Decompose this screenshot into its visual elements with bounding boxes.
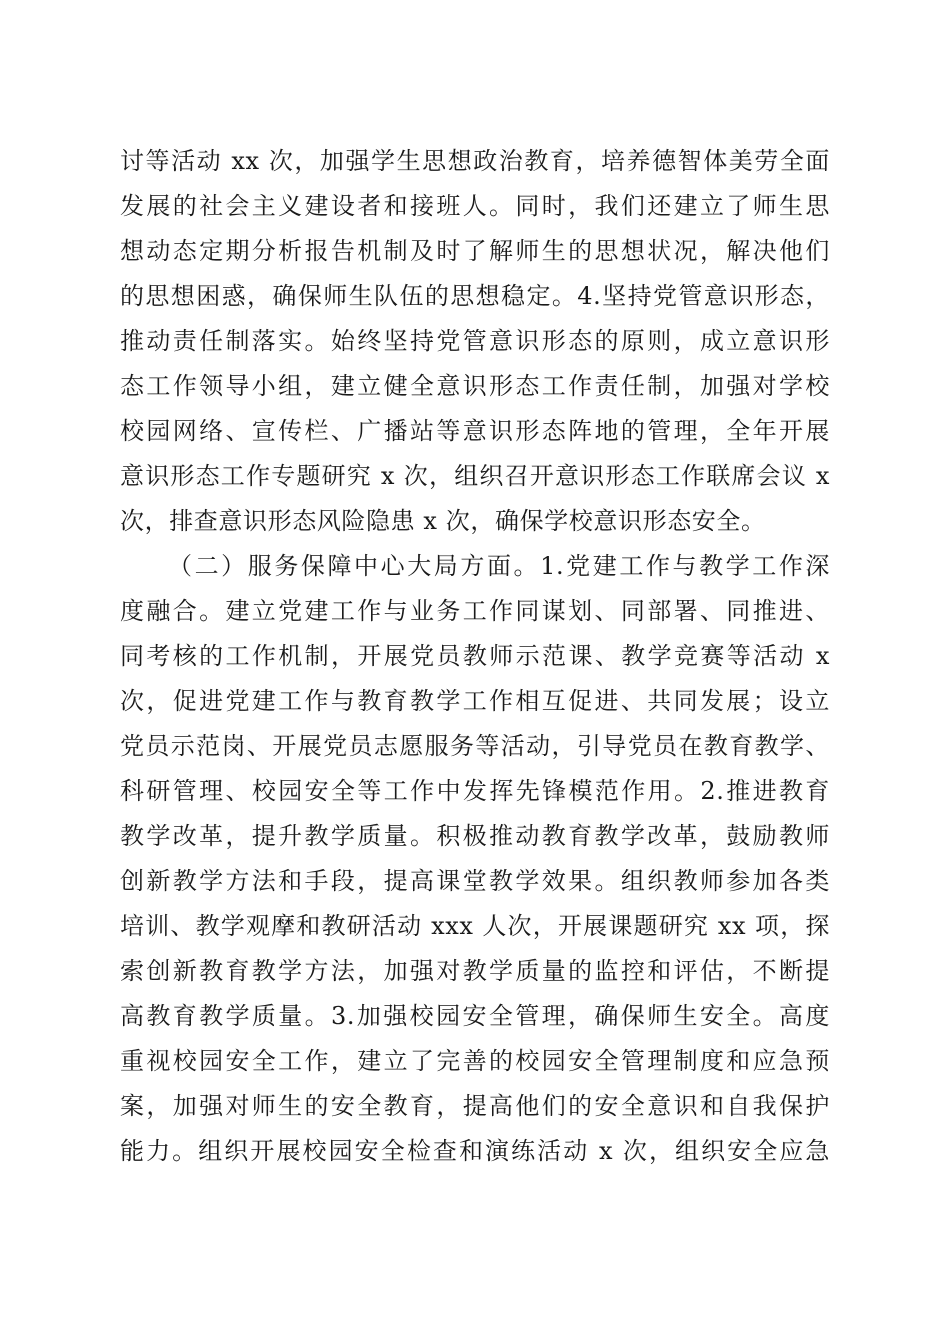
text-line: 索创新教育教学方法，加强对教学质量的监控和评估，不断提 [120,957,830,985]
text-line: 度融合。建立党建工作与业务工作同谋划、同部署、同推进、 [120,597,830,625]
section-heading-line: （二）服务保障中心大局方面。1.党建工作与教学工作深 [168,552,830,580]
text-line: 发展的社会主义建设者和接班人。同时，我们还建立了师生思 [120,192,830,220]
text-line: 想动态定期分析报告机制及时了解师生的思想状况，解决他们 [120,237,830,265]
text-line: 案，加强对师生的安全教育，提高他们的安全意识和自我保护 [120,1092,830,1120]
text-line: 态工作领导小组，建立健全意识形态工作责任制，加强对学校 [120,372,830,400]
text-line: 意识形态工作专题研究 x 次，组织召开意识形态工作联席会议 x [120,462,830,490]
text-line: 科研管理、校园安全等工作中发挥先锋模范作用。2.推进教育 [120,777,830,805]
text-line: 讨等活动 xx 次，加强学生思想政治教育，培养德智体美劳全面 [120,147,830,175]
text-line: 推动责任制落实。始终坚持党管意识形态的原则，成立意识形 [120,327,830,355]
text-line: 高教育教学质量。3.加强校园安全管理，确保师生安全。高度 [120,1002,830,1030]
text-line: 教学改革，提升教学质量。积极推动教育教学改革，鼓励教师 [120,822,830,850]
text-line: 的思想困惑，确保师生队伍的思想稳定。4.坚持党管意识形态， [120,282,830,310]
text-line: 创新教学方法和手段，提高课堂教学效果。组织教师参加各类 [120,867,830,895]
text-line: 重视校园安全工作，建立了完善的校园安全管理制度和应急预 [120,1047,830,1075]
text-line: 同考核的工作机制，开展党员教师示范课、教学竞赛等活动 x [120,642,830,670]
text-line: 次，排查意识形态风险隐患 x 次，确保学校意识形态安全。 [120,507,766,535]
text-line: 校园网络、宣传栏、广播站等意识形态阵地的管理，全年开展 [120,417,830,445]
text-line: 次，促进党建工作与教育教学工作相互促进、共同发展；设立 [120,687,830,715]
text-line: 能力。组织开展校园安全检查和演练活动 x 次，组织安全应急 [120,1137,830,1165]
text-line: 培训、教学观摩和教研活动 xxx 人次，开展课题研究 xx 项，探 [120,912,830,940]
text-line: 党员示范岗、开展党员志愿服务等活动，引导党员在教育教学、 [120,732,830,760]
